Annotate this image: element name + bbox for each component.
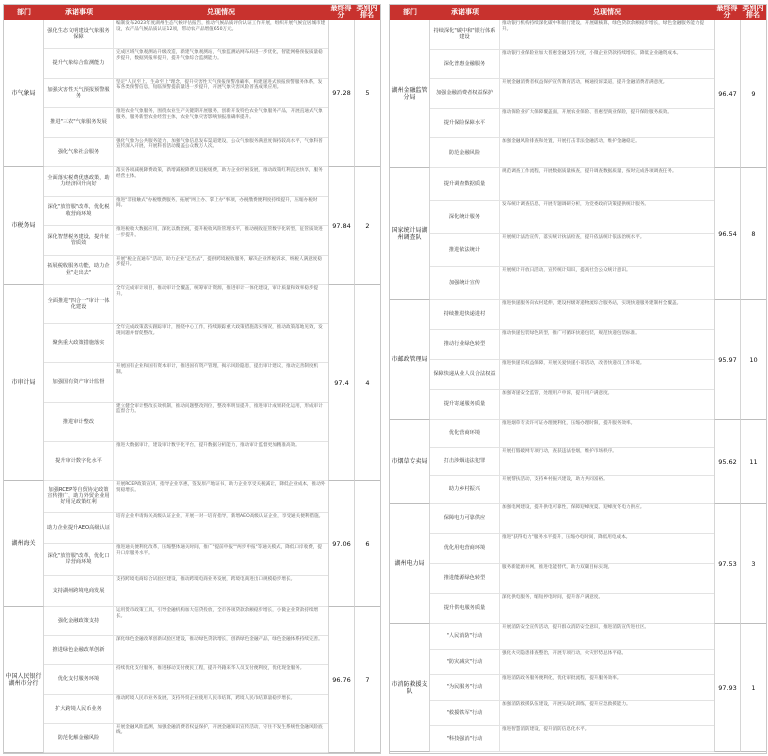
final-score: 97.4: [328, 285, 354, 481]
table-body: [4, 20, 380, 753]
commitment-item: "为民服务"行动: [430, 675, 500, 701]
fulfillment-text: 培育企业申请海关高级认证企业，开展一对一培育指导，新增AEO高级认证企业，享受通关便利措施。: [114, 513, 328, 545]
commitment-item: 强化金融政策支持: [44, 607, 114, 636]
final-score: 96.76: [328, 607, 354, 753]
commitment-item: 深化普惠金融服务: [430, 50, 500, 80]
commitment-item: 加强统计宣传: [430, 267, 500, 300]
final-score: 97.28: [328, 20, 354, 167]
category-rank: 7: [354, 607, 380, 753]
final-score: 96.54: [714, 168, 740, 300]
fulfillment-text: 落实各项减税降费政策，新增减税降费及退税缓费，助力企业纾困发展，推动政策红利直达快享，服务经营主体。: [114, 167, 328, 197]
category-rank: 11: [740, 420, 766, 504]
commitment-item: 提升调查数据质量: [430, 168, 500, 201]
fulfillment-text: 推进消防政务服务便利化，优化审批流程，提升服务效率。: [500, 675, 714, 701]
header-done: 兑现情况: [593, 8, 621, 16]
category-rank: 5: [354, 20, 380, 167]
header-dept: 部门: [17, 8, 31, 16]
fulfillment-text: 运用货币政策工具，引导金融机构加大信贷投放，全市各项贷款余额稳步增长，小微企业贷款持续增长。: [114, 607, 328, 636]
commitment-item: 持续推进快递进村: [430, 300, 500, 330]
fulfillment-text: 推动银行机构持续深化碳中和银行建设，开展碳核算，绿色贷款余额稳步增长，绿色金融服务能力提升。: [500, 20, 714, 50]
fulfillment-text: 推进通关便利化改革，压缩整体通关时间，推广"提前申报""两步申报"等通关模式，降低口岸收费，提升口岸服务水平。: [114, 544, 328, 576]
final-score: 97.53: [714, 504, 740, 624]
commitment-item: 加强RCEP等自贸协定政策宣传推广，助力外贸企业用好用足政策红利: [44, 481, 114, 513]
fulfillment-text: 建立健全审计整改长效机制，推动问题整改到位，整改率明显提升，推进审计成果转化运用，形成审计监督合力。: [114, 403, 328, 442]
commitment-item: 优化支付服务环境: [44, 665, 114, 694]
final-score: 95.62: [714, 420, 740, 504]
fulfillment-text: 开展统计开放日活动，宣传统计知识，提高社会公众统计意识。: [500, 267, 714, 300]
commitment-item: 加强国有资产审计监督: [44, 363, 114, 402]
commitment-item: 聚焦重大政策措施落实: [44, 324, 114, 363]
dept-name: 市审计局: [4, 285, 44, 481]
category-rank: 10: [740, 300, 766, 420]
fulfillment-text: 服务新能源并网，推进电能替代，助力双碳目标实现。: [500, 564, 714, 594]
final-score: 96.47: [714, 20, 740, 168]
category-rank: 2: [354, 167, 380, 285]
dept-name: 市税务局: [4, 167, 44, 285]
commitment-item: "防灾减灾"行动: [430, 650, 500, 676]
fulfillment-text: 发布统计调查信息，开展专题调研分析，为党委政府决策提供统计服务。: [500, 201, 714, 234]
header-item: 承诺事项: [65, 8, 93, 16]
table-header: [390, 5, 766, 20]
fulfillment-text: 推进税收大数据应用，深化以数治税，提升税收风险管理水平，推动税收征管数字化转型，征管质效进一步提升。: [114, 226, 328, 256]
commitment-item: 全面推进"四合一"审计一体化建设: [44, 285, 114, 324]
fulfillment-text: 推动银行业保险业加大普惠金融支持力度，小微企业贷款持续增长，降低企业融资成本。: [500, 50, 714, 80]
commitment-item: 强化生态文明建设气象服务保障: [44, 20, 114, 49]
fulfillment-text: 深化绿色金融改革创新试验区建设，推动绿色贷款增长，创新绿色金融产品，绿色金融体系持续完善。: [114, 636, 328, 665]
commitment-item: 加强灾害性天气预报预警服务: [44, 79, 114, 108]
header-rank: 类别内排名: [742, 5, 764, 19]
commitment-item: "人民消防"行动: [430, 624, 500, 650]
fulfillment-text: 加强电网建设，提升供电可靠性，保障迎峰度夏、迎峰度冬电力供应。: [500, 504, 714, 534]
fulfillment-text: 坚定"人民至上、生命至上"理念，提升灾害性天气预报预警准确率，构建递进式预报预警服务体系，发布各类预警信息，短临预警提前量进一步提升，开展气象灾害风险普查成果应用。: [114, 79, 328, 108]
commitment-item: 助力乡村振兴: [430, 476, 500, 504]
table-body: [390, 20, 766, 753]
fulfillment-text: 深化供电服务，缩短停电时间，提升客户满意度。: [500, 594, 714, 624]
commitment-item: 拓展税收服务功能，助力企业"走出去": [44, 256, 114, 286]
dept-name: 国家统计局湖州调查队: [390, 168, 430, 300]
commitment-item: 加强金融消费者权益保护: [430, 79, 500, 109]
category-rank: 6: [354, 481, 380, 607]
fulfillment-text: 推动跨境人民币业务发展，支持外贸企业使用人民币结算，跨境人民币结算量稳步增长。: [114, 695, 328, 724]
commitment-item: 深化智慧税务建设，提升征管质效: [44, 226, 114, 256]
final-score: 97.84: [328, 167, 354, 285]
dept-name: 市邮政管理局: [390, 300, 430, 420]
commitment-item: 推进能源绿色转型: [430, 564, 500, 594]
fulfillment-text: 完成区域气象观测站升级改造，新建气象观测站，气象监测站网布局进一步优化，智能网格预报质量稳步提升，数据到报率提升，提升气象综合监测能力。: [114, 49, 328, 78]
fulfillment-text: 持续优化支付服务，推进移动支付便民工程，提升外籍来华人员支付便利度，优化现金服务。: [114, 665, 328, 694]
dept-name: 市消防救援支队: [390, 624, 430, 752]
final-score: 97.93: [714, 624, 740, 752]
commitment-item: 助力企业提升AEO高级认证: [44, 513, 114, 545]
commitment-item: 持续深化"碳中和"银行体系建设: [430, 20, 500, 50]
fulfillment-text: 推进"非接触式"办税缴费服务，拓展"网上办、掌上办"事项，办税缴费便利度持续提升，压缩办税时间。: [114, 197, 328, 227]
fulfillment-text: 推进农业气象服务，围绕农业生产关键期开展服务，创新开发特色农业气象服务产品，开展直通式气象服务，服务新型农业经营主体，农业气象灾害影响预报准确率提升。: [114, 108, 328, 137]
commitment-item: 推进"三农"气象服务发展: [44, 108, 114, 137]
commitment-item: 防范金融风险: [430, 138, 500, 168]
category-rank: 3: [740, 504, 766, 624]
fulfillment-text: 开展金融消费者权益保护宣传教育活动，畅通投诉渠道，提升金融消费者满意度。: [500, 79, 714, 109]
dept-name: 湖州电力局: [390, 504, 430, 624]
fulfillment-text: 开展打假破网专项行动，查获违法卷烟，维护市场秩序。: [500, 448, 714, 476]
commitment-item: 提升供电服务质量: [430, 594, 500, 624]
fulfillment-text: 开展金融风险监测，加强金融消费者权益保护，开展金融知识宣传活动，守住不发生系统性金融风险底线。: [114, 724, 328, 753]
commitment-item: 深化"放管服"改革，优化税收营商环境: [44, 197, 114, 227]
fulfillment-text: 推进烟草专卖许可证办理便利化，压缩办理时限，提升服务效率。: [500, 420, 714, 448]
commitment-item: 推进依法统计: [430, 234, 500, 267]
commitment-item: 提升保险保障水平: [430, 109, 500, 139]
fulfillment-text: 推进快递员权益保障，开展关爱快递小哥活动，改善快递员工作环境。: [500, 360, 714, 390]
commitment-item: 推进绿色金融改革创新: [44, 636, 114, 665]
category-rank: 4: [354, 285, 380, 481]
fulfillment-text: 开展国有企业和国有资本审计，推进国有资产管理，揭示风险隐患，提出审计建议，推动完善制度机制。: [114, 363, 328, 402]
table-header: [4, 5, 380, 20]
header-score: 最终得分: [716, 5, 738, 19]
fulfillment-text: 强化火灾隐患排查整治，开展专项行动，火灾形势总体平稳。: [500, 650, 714, 676]
fulfillment-text: 加强金融风险排查和处置，开展打击非法金融活动，维护金融稳定。: [500, 138, 714, 168]
right-table: [389, 4, 767, 754]
commitment-item: 扩大跨境人民币业务: [44, 695, 114, 724]
fulfillment-text: 开展帮扶活动，支持乡村振兴建设，助力共同富裕。: [500, 476, 714, 504]
header-score: 最终得分: [330, 5, 352, 19]
fulfillment-text: 支持跨境电商综合试验区建设，推动跨境电商业务发展，跨境电商进出口规模稳步增长。: [114, 576, 328, 608]
fulfillment-text: 推动保险业扩大保障覆盖面，开展农业保险、普惠型商业保险，提升保险服务质效。: [500, 109, 714, 139]
dept-name: 湖州金融监管分局: [390, 20, 430, 168]
dept-name: 市烟草专卖局: [390, 420, 430, 504]
commitment-item: 提升寄递服务质量: [430, 390, 500, 420]
fulfillment-text: 加强消防救援队伍建设，开展实战化训练，提升应急救援能力。: [500, 701, 714, 727]
category-rank: 8: [740, 168, 766, 300]
header-item: 承诺事项: [451, 8, 479, 16]
dept-name: 湖州海关: [4, 481, 44, 607]
commitment-item: 提升审计数字化水平: [44, 442, 114, 481]
commitment-item: 优化用电营商环境: [430, 534, 500, 564]
commitment-item: 深化"放管服"改革，优化口岸营商环境: [44, 544, 114, 576]
left-table: [3, 4, 381, 754]
dept-name: 中国人民银行湖州市分行: [4, 607, 44, 753]
commitment-item: "救援铁军"行动: [430, 701, 500, 727]
fulfillment-text: 推进"获得电力"服务水平提升，压缩办电时间，降低用电成本。: [500, 534, 714, 564]
commitment-item: 推进审计整改: [44, 403, 114, 442]
commitment-item: 保障快递从业人员合法权益: [430, 360, 500, 390]
commitment-item: 推动行业绿色转型: [430, 330, 500, 360]
commitment-item: 全面落实税费优惠政策，助力经济回升向好: [44, 167, 114, 197]
commitment-item: 优化营商环境: [430, 420, 500, 448]
fulfillment-text: 加强寄递安全监管，处理用户申诉，提升用户满意度。: [500, 390, 714, 420]
fulfillment-text: 全年完成政策落实跟踪审计，围绕中心工作，持续跟踪重大政策措施落实情况，推动政策落地见效，发现问题并督促整改。: [114, 324, 328, 363]
commitment-item: 强化气象社会服务: [44, 138, 114, 167]
fulfillment-text: 开展"税企直通车"活动，助力企业"走出去"，提供跨境税收服务，解决企业涉税诉求，纳税人满意度稳步提升。: [114, 256, 328, 286]
fulfillment-text: 开展统计法治宣传，落实统计执法检查，提升依法统计依法治统水平。: [500, 234, 714, 267]
fulfillment-text: 全年完成审计项目，推动审计全覆盖，统筹审计资源，推进审计一体化建设，审计质量和效率稳步提升。: [114, 285, 328, 324]
fulfillment-text: 规范调查工作流程，开展数据质量核查，提升调查数据质量，按时完成各项调查任务。: [500, 168, 714, 201]
final-score: 95.97: [714, 300, 740, 420]
fulfillment-text: 开展RCEP政策宣讲，指导企业享惠，签发原产地证书，助力企业享受关税减让，降低企业成本，推动外贸稳增长。: [114, 481, 328, 513]
commitment-item: "科技强消"行动: [430, 726, 500, 752]
category-rank: 9: [740, 20, 766, 168]
fulfillment-text: 开展消防安全宣传活动，提升群众消防安全意识，推进消防宣传进社区。: [500, 624, 714, 650]
fulfillment-text: 强化气象为公共服务能力，加强气象信息发布渠道建设，公众气象服务满意度保持较高水平，气象科普宣传深入开展，开展科普活动覆盖公众数万人次。: [114, 138, 328, 167]
commitment-item: 提升气象综合监测能力: [44, 49, 114, 78]
dept-name: 市气象局: [4, 20, 44, 167]
commitment-item: 打击涉烟违法犯罪: [430, 448, 500, 476]
fulfillment-text: 编制发布2023年度湖州生态气候评估报告，推动气候品质评价认证工作开展，组织开展气候宜居城市建设，农产品气候品质认证12项，带动农产品增值650万元。: [114, 20, 328, 49]
fulfillment-text: 推动快递包装绿色转型，推广可循环快递包装，规范快递包装标准。: [500, 330, 714, 360]
final-score: 97.06: [328, 481, 354, 607]
header-rank: 类别内排名: [356, 5, 378, 19]
header-dept: 部门: [403, 8, 417, 16]
header-done: 兑现情况: [207, 8, 235, 16]
fulfillment-text: 推进大数据审计，建设审计数字化平台，提升数据分析能力，推动审计监督更加精准高效。: [114, 442, 328, 481]
commitment-item: 保障电力可靠供应: [430, 504, 500, 534]
fulfillment-text: 推进快递服务向农村延伸，建设村级寄递物流综合服务站，实现快递服务建制村全覆盖。: [500, 300, 714, 330]
category-rank: 1: [740, 624, 766, 752]
fulfillment-text: 推进智慧消防建设，提升消防信息化水平。: [500, 726, 714, 752]
commitment-item: 支持湖州跨境电商发展: [44, 576, 114, 608]
commitment-item: 深化统计服务: [430, 201, 500, 234]
commitment-item: 防范化解金融风险: [44, 724, 114, 753]
